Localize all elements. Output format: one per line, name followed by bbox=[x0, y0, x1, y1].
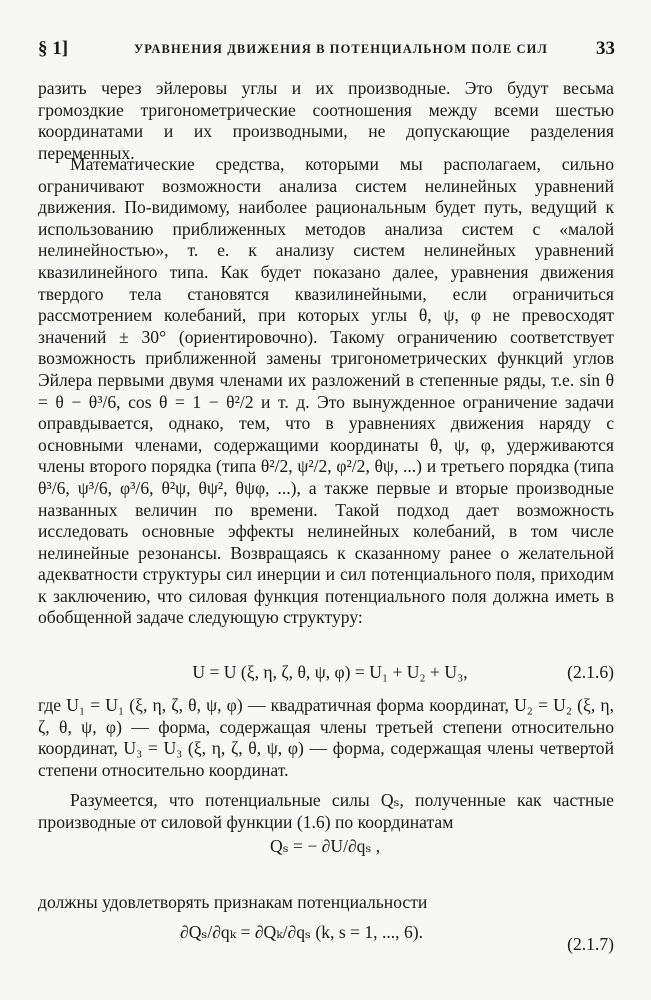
running-title: УРАВНЕНИЯ ДВИЖЕНИЯ В ПОТЕНЦИАЛЬНОМ ПОЛЕ СИЛ bbox=[134, 42, 548, 56]
paragraph-text: Математические средства, которыми мы располагаем, сильно ограничивают возможности анализа систем нелинейных уравнений движения. По-видимому, наиболее рациональным будет путь, ведущий к использованию приближенных методов анализа систем с «малой нелинейностью», т. е. к анализу систем нелинейных уравнений квазилинейного типа. Как будет показано далее, уравнения движения твердого тела становятся квазилинейными, если ограничиться рассмотрением колебаний, при которых углы θ, ψ, φ не превосходят значений ± 30° (ориентировочно). Такому ограничению соответствует возможность приближенной замены тригонометрических функций углов Эйлера первыми двумя членами их разложений в степенные ряды, т.е. sin θ = θ − θ³/6, cos θ = 1 − θ²/2 и т. д. Это вынужденное ограничение задачи оправдывается, однако, тем, что в уравнениях движения наряду с основными членами, содержащими координаты θ, ψ, φ, удерживаются члены второго порядка (типа θ²/2, ψ²/2, φ²/2, θψ, ...) и третьего порядка (типа θ³/6, ψ³/6, φ³/6, θ²ψ, θψ², θψφ, ...), а также первые и вторые производные названных величин по времени. Такой подход дает возможность исследовать основные эффекты нелинейных колебаний, в том числе нелинейные резонансы. Возвращаясь к сказанному ранее о желательной адекватности структуры сил инерции и сил потенциального поля, приходим к заключению, что силовая функция потенциального поля должна иметь в обобщенной задаче следующую структуру: bbox=[38, 154, 614, 628]
running-header bbox=[38, 38, 623, 64]
equation-number: (2.1.7) bbox=[567, 934, 614, 954]
equation-2-1-7: ∂Qₛ/∂qₖ = ∂Qₖ/∂qₛ (k, s = 1, ..., 6). bbox=[180, 922, 424, 942]
paragraph-2 bbox=[38, 154, 614, 629]
equation-2-1-6: U = U (ξ, η, ζ, θ, ψ, φ) = U₁ + U₂ + U₃, bbox=[192, 662, 468, 682]
paragraph-1 bbox=[38, 78, 614, 164]
section-marker: § 1] bbox=[38, 38, 69, 59]
paragraph-text: разить через эйлеровы углы и их производные. Это будут весьма громоздкие тригонометрические соотношения между всеми шестью координатами и их производными, не допускающие разделения переменных. bbox=[38, 78, 614, 163]
paragraph-3 bbox=[38, 695, 614, 781]
equation-number: (2.1.6) bbox=[567, 662, 614, 682]
paragraph-4 bbox=[38, 790, 614, 833]
paragraph-text: Разумеется, что потенциальные силы Qₛ, полученные как частные производные от силовой функции (1.6) по координатам bbox=[38, 790, 614, 832]
paragraph-text: где U₁ = U₁ (ξ, η, ζ, θ, ψ, φ) — квадратичная форма координат, U₂ = U₂ (ξ, η, ζ, θ, ψ, φ) — форма, содержащая члены третьей степени относительно координат, U₃ = U₃ (ξ, η, ζ, θ, ψ, φ) — форма, содержащая члены четвертой степени относительно координат. bbox=[38, 695, 614, 780]
page-number: 33 bbox=[596, 38, 615, 59]
paragraph-text: должны удовлетворять признакам потенциальности bbox=[38, 892, 428, 912]
equation-force: Qₛ = − ∂U/∂qₛ , bbox=[270, 836, 381, 856]
paragraph-5 bbox=[38, 892, 614, 914]
